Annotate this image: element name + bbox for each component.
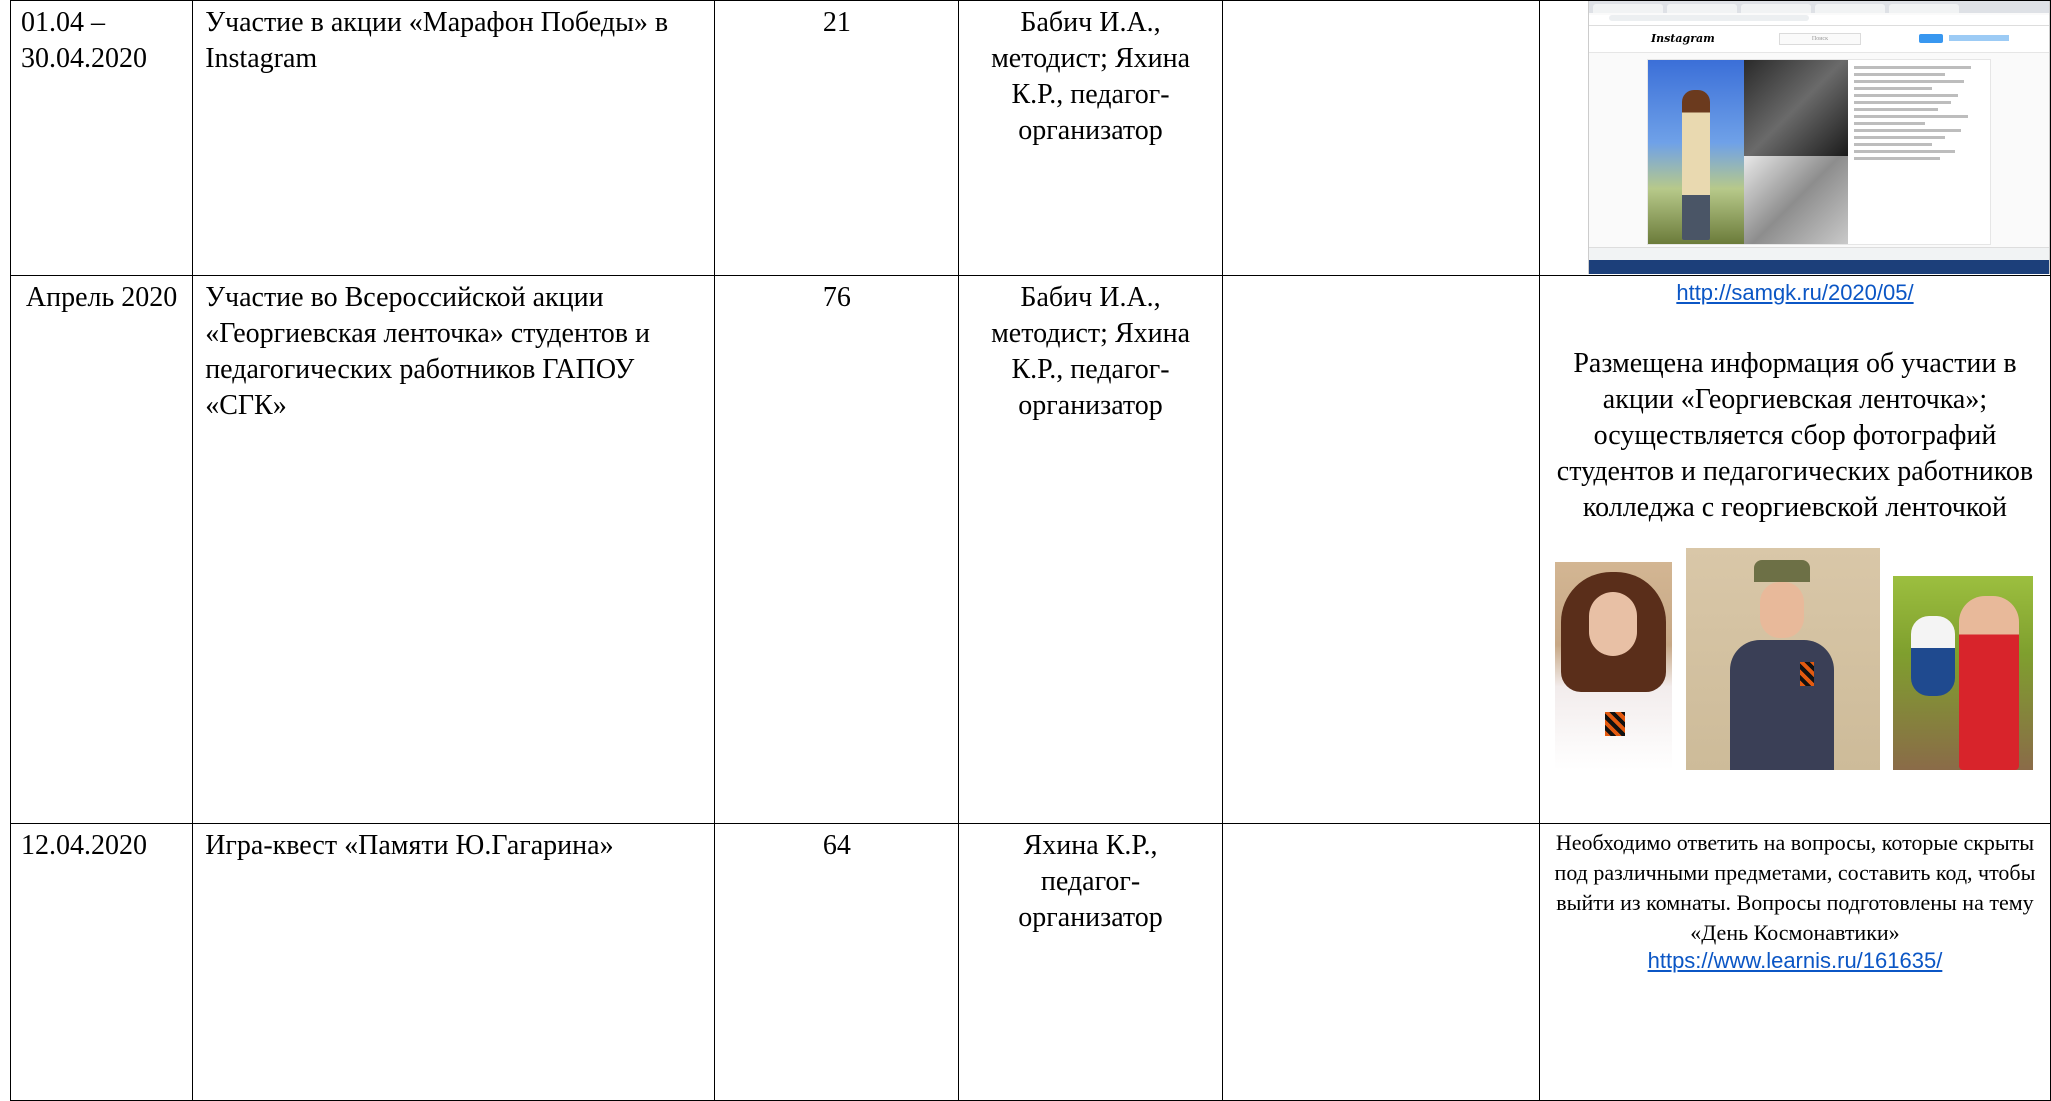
quest-description: Необходимо ответить на вопросы, которые скрыты под различными предметами, составить код, чтобы выйти из комнаты. Вопросы подготовлены на тему «День Космонавтики» bbox=[1554, 830, 2036, 945]
count-text: 64 bbox=[822, 830, 851, 861]
date-text: 12.04.2020 bbox=[21, 830, 147, 861]
count-text: 76 bbox=[822, 282, 851, 313]
count-cell bbox=[715, 1, 959, 276]
date-cell bbox=[11, 1, 193, 276]
download-bar bbox=[1589, 247, 2049, 260]
instagram-login-button bbox=[1919, 34, 1943, 43]
browser-tab-bar bbox=[1589, 1, 2049, 13]
notes-text bbox=[1223, 1, 1539, 5]
notes-cell bbox=[1222, 1, 1539, 276]
responsible-cell bbox=[959, 824, 1222, 1101]
event-text: Игра-квест «Памяти Ю.Гагарина» bbox=[205, 830, 614, 861]
post-photo-girl bbox=[1648, 60, 1744, 244]
result-cell bbox=[1539, 1, 2050, 276]
ribbon-photos bbox=[1540, 548, 2050, 778]
result-cell bbox=[1539, 276, 2050, 824]
date-cell bbox=[11, 824, 193, 1101]
date-text: 01.04 – 30.04.2020 bbox=[21, 7, 147, 74]
event-cell bbox=[193, 1, 715, 276]
photo-student-boy bbox=[1686, 548, 1880, 770]
responsible-text: Бабич И.А., методист; Яхина К.Р., педагог-организатор bbox=[991, 7, 1191, 146]
instagram-header bbox=[1589, 26, 2049, 53]
instagram-logo: Instagram bbox=[1650, 32, 1715, 45]
notes-cell bbox=[1222, 276, 1539, 824]
post-photo-soldier bbox=[1744, 60, 1848, 156]
instagram-screenshot bbox=[1588, 1, 2050, 274]
instagram-search: Поиск bbox=[1779, 33, 1861, 45]
instagram-signup-link bbox=[1949, 35, 2009, 41]
responsible-text: Бабич И.А., методист; Яхина К.Р., педагог-организатор bbox=[991, 282, 1191, 421]
table-row bbox=[11, 1, 2051, 276]
responsible-cell bbox=[959, 1, 1222, 276]
table-row bbox=[11, 824, 2051, 1101]
photo-mother-child bbox=[1893, 576, 2033, 770]
windows-taskbar bbox=[1589, 260, 2049, 274]
event-text: Участие в акции «Марафон Победы» в Instagram bbox=[205, 7, 669, 74]
notes-cell bbox=[1222, 824, 1539, 1101]
notes-text bbox=[1223, 276, 1539, 280]
responsible-text: Яхина К.Р., педагог-организатор bbox=[1018, 830, 1163, 933]
post-caption bbox=[1854, 66, 1984, 164]
notes-text bbox=[1223, 824, 1539, 828]
count-cell bbox=[715, 276, 959, 824]
event-text: Участие во Всероссийской акции «Георгиевская ленточка» студентов и педагогических работников ГАПОУ «СГК» bbox=[205, 282, 651, 421]
samgk-link[interactable]: http://samgk.ru/2020/05/ bbox=[1676, 280, 1914, 305]
browser-url-bar bbox=[1589, 15, 2049, 26]
photo-student-girl bbox=[1555, 562, 1672, 770]
event-cell bbox=[193, 824, 715, 1101]
result-cell bbox=[1539, 824, 2050, 1101]
learnis-link[interactable]: https://www.learnis.ru/161635/ bbox=[1647, 948, 1943, 973]
event-cell bbox=[193, 276, 715, 824]
responsible-cell bbox=[959, 276, 1222, 824]
count-cell bbox=[715, 824, 959, 1101]
result-text: Размещена информация об участии в акции «Георгиевская ленточка»; осуществляется сбор фотографий студентов и педагогических работников колледжа с георгиевской ленточкой bbox=[1556, 348, 2034, 523]
activities-table bbox=[10, 0, 2051, 1101]
date-cell bbox=[11, 276, 193, 824]
instagram-post bbox=[1647, 59, 1991, 245]
table-row bbox=[11, 276, 2051, 824]
date-text: Апрель 2020 bbox=[25, 282, 178, 313]
count-text: 21 bbox=[822, 7, 851, 38]
post-photo-group bbox=[1744, 156, 1848, 244]
